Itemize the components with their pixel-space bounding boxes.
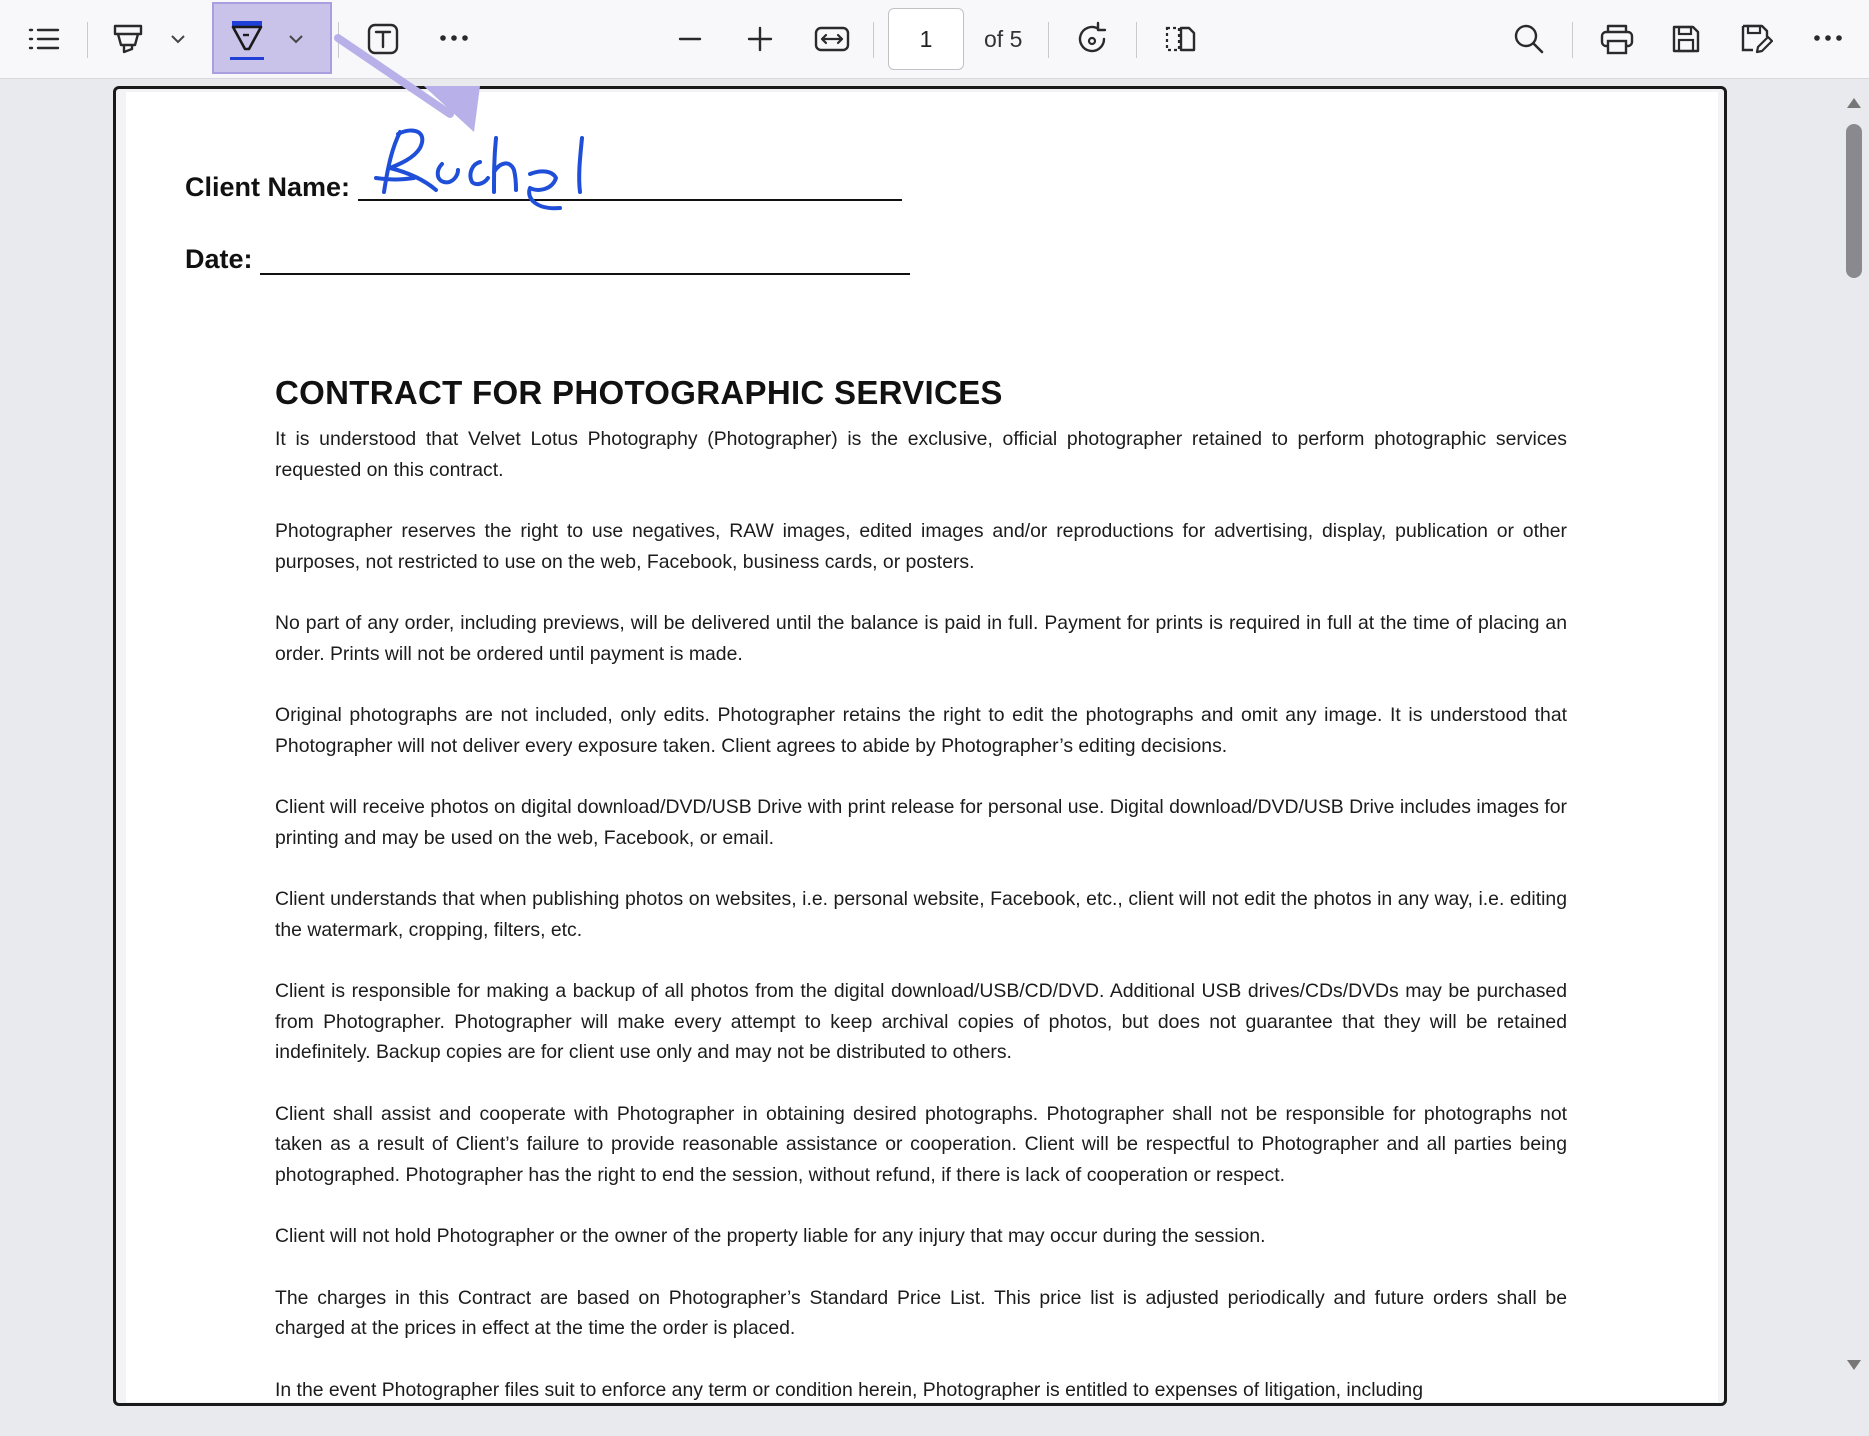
search-icon[interactable] [1510, 18, 1548, 60]
scroll-up-arrow-icon[interactable] [1845, 96, 1863, 110]
contract-paragraph: It is understood that Velvet Lotus Photography (Photographer) is the exclusive, official photographer retained to perform photographic services requested on this contract. [275, 428, 1567, 481]
date-label: Date: [185, 244, 253, 274]
scroll-down-arrow-icon[interactable] [1845, 1358, 1863, 1372]
callout-arrow [330, 30, 490, 140]
contract-paragraph: In the event Photographer files suit to enforce any term or condition herein, Photographer is entitled to expenses of litigation, including [275, 1378, 1423, 1401]
contract-paragraph: The charges in this Contract are based on Photographer’s Standard Price List. This price list is adjusted periodically and future orders shall be charged at the prices in effect at the time the order is placed. [275, 1286, 1567, 1339]
highlight-chevron-down-icon[interactable] [166, 28, 190, 50]
contract-paragraph: No part of any order, including previews, will be delivered until the balance is paid in full. Payment for prints is required in full at the time of placing an order. Prints will not be ordered until payment is made. [275, 612, 1567, 665]
contents-icon[interactable] [22, 18, 66, 60]
print-icon[interactable] [1596, 18, 1638, 60]
date-line[interactable] [260, 273, 910, 275]
separator [873, 22, 874, 58]
contract-paragraph: Client understands that when publishing photos on websites, i.e. personal website, Facebook, etc., client will not edit the photos in any way, i.e. editing the watermark, cropping, filters, etc. [275, 888, 1567, 941]
contract-paragraph: Photographer reserves the right to use negatives, RAW images, edited images and/or reproductions for advertising, display, publication or other purposes, not restricted to use on the web, Facebook, business cards, or posters. [275, 520, 1567, 573]
toolbar [0, 0, 1869, 79]
vertical-scrollbar[interactable] [1844, 88, 1864, 1387]
contract-paragraph: Client is responsible for making a backup of all photos from the digital download/USB/CD/DVD. Additional USB drives/CDs/DVDs may be purchased from Photographer. Photographer will make every attempt to keep archival copies of photos, but does not guarantee that they will be retained indefinitely. Backup copies are for client use only and may not be distributed to others. [275, 980, 1567, 1063]
highlight-icon[interactable] [106, 16, 150, 62]
document-title: CONTRACT FOR PHOTOGRAPHIC SERVICES [275, 374, 1003, 411]
more-icon[interactable] [1810, 22, 1846, 54]
contract-paragraph: Original photographs are not included, only edits. Photographer retains the right to edit the photographs and omit any image. It is understood that Photographer will not deliver every exposure taken. Client agrees to abide by Photographer’s editing decisions. [275, 704, 1567, 757]
rotate-icon[interactable] [1072, 18, 1112, 60]
fit-width-icon[interactable] [812, 20, 852, 58]
contract-paragraph: Client will receive photos on digital download/DVD/USB Drive with print release for personal use. Digital download/DVD/USB Drive includes images for printing and may be used on the web, Facebook, or email. [275, 796, 1567, 849]
contract-paragraph: Client shall assist and cooperate with Photographer in obtaining desired photographs. Photographer shall not be responsible for photographs not taken as a result of Client’s failure to provide reasonable assistance or cooperation. Client will be respectful to Photographer and all parties being photographed. Photographer has the right to end the session, without refund, if there is lack of cooperation or respect. [275, 1102, 1567, 1186]
client-name-label: Client Name: [185, 172, 351, 202]
page-view-icon[interactable] [1160, 18, 1200, 60]
separator [1136, 22, 1137, 58]
page-total-label: of 5 [984, 25, 1023, 52]
zoom-in-icon[interactable] [744, 22, 776, 56]
page-number-input[interactable] [888, 8, 964, 70]
page-number-value: 1 [919, 25, 933, 52]
scrollbar-thumb[interactable] [1846, 124, 1862, 278]
document-body [275, 424, 1567, 1436]
draw-chevron-down-icon[interactable] [284, 28, 308, 50]
contract-paragraph: Client will not hold Photographer or the owner of the property liable for any injury that may occur during the session. [275, 1225, 1266, 1247]
zoom-out-icon[interactable] [675, 22, 705, 56]
separator [1048, 22, 1049, 58]
save-as-icon[interactable] [1736, 18, 1776, 60]
draw-pen-icon[interactable] [224, 14, 270, 62]
save-icon[interactable] [1666, 18, 1706, 60]
separator [1572, 22, 1573, 58]
separator [87, 22, 88, 58]
